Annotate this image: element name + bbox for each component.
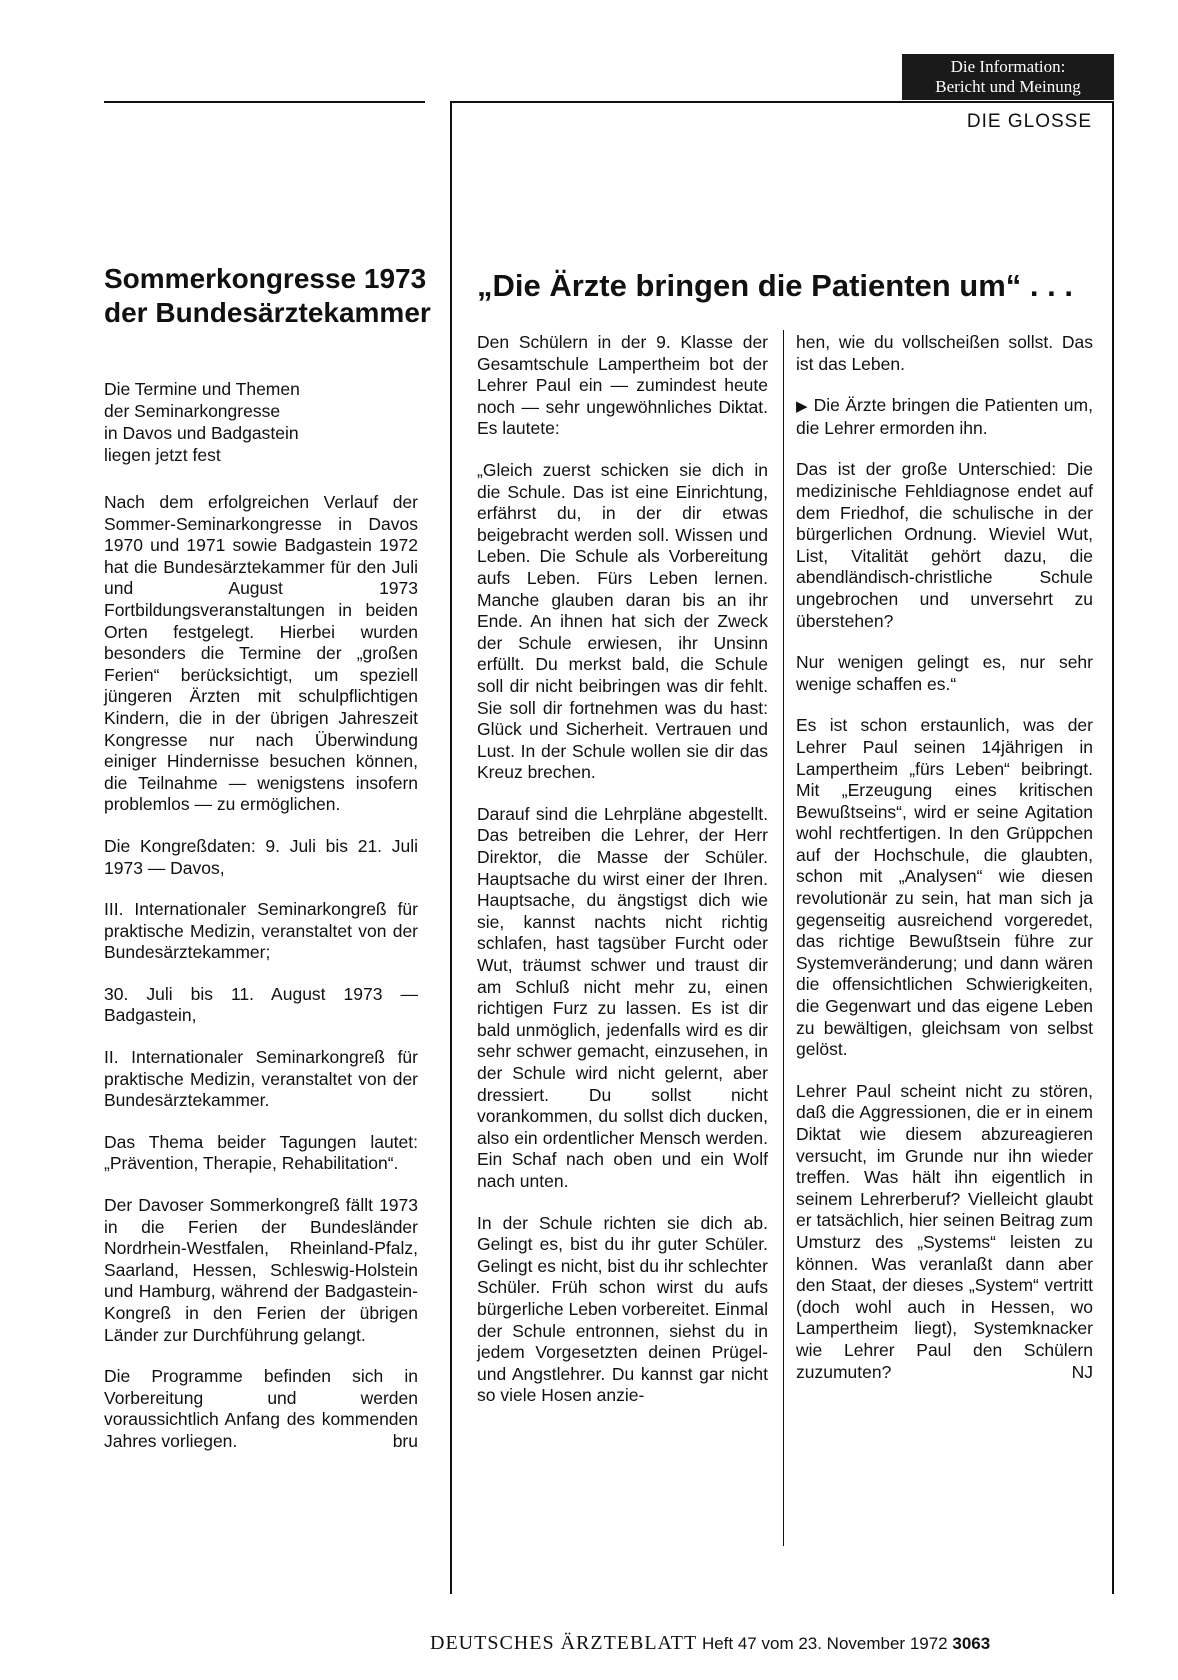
section-badge xyxy=(902,54,1114,100)
subtitle-line: der Seminarkongresse xyxy=(104,401,281,421)
glosse-column-1 xyxy=(477,332,768,1427)
page-footer xyxy=(430,1632,990,1655)
highlight-paragraph xyxy=(796,395,1093,439)
left-article-subtitle xyxy=(104,378,404,466)
paragraph-text: Die Programme befinden sich in Vorbereitung und werden voraussichtlich Anfang des kommenden Jahres vorliegen. xyxy=(104,1366,418,1451)
highlight-text: Die Ärzte bringen die Patienten um, die Lehrer ermorden ihn. xyxy=(796,395,1093,438)
paragraph-text: Lehrer Paul scheint nicht zu stören, daß die Aggressionen, die er in einem Diktat wie diesem abzureagieren versucht, im Grunde nur ihn wieder treffen. Was hält ihn eigentlich in seinem Lehrerberuf? Vielleicht glaubt er tatsächlich, hier seinen Beitrag zum Umsturz des „Systems“ leisten zu können. Was veranlaßt dann aber den Staat, der dieses „System“ vertritt (doch wohl auch in Hessen, wo Lampertheim liegt), Systemknacker wie Lehrer Paul den Schülern zuzumuten? xyxy=(796,1080,1093,1382)
left-top-rule xyxy=(104,101,425,103)
triangle-arrow-icon: ▶ xyxy=(796,398,809,416)
paragraph-last xyxy=(104,1366,418,1452)
paragraph: Die Kongreßdaten: 9. Juli bis 21. Juli 1973 — Davos, xyxy=(104,835,418,878)
paragraph: Den Schülern in der 9. Klasse der Gesamtschule Lampertheim bot der Lehrer Paul ein — zumindest heute noch — sehr ungewöhnliches Diktat. Es lautete: xyxy=(477,332,768,439)
subtitle-line: in Davos und Badgastein xyxy=(104,423,299,443)
glosse-column-2 xyxy=(796,332,1093,1403)
subtitle-line: Die Termine und Themen xyxy=(104,379,300,399)
paragraph: Das ist der große Unterschied: Die medizinische Fehldiagnose endet auf dem Friedhof, die schulische in der bürgerlichen Ordnung. Wieviel Wut, List, Vitalität gehört dazu, die abendländisch-christliche Schule ungebrochen und unversehrt zu überstehen? xyxy=(796,459,1093,631)
subtitle-line: liegen jetzt fest xyxy=(104,445,221,465)
glosse-title: „Die Ärzte bringen die Patienten um“ . . . xyxy=(477,268,1073,303)
section-badge-line2: Bericht und Meinung xyxy=(935,77,1081,96)
left-article-title: Sommerkongresse 1973 der Bundesärztekammer xyxy=(104,263,431,328)
issue-info: Heft 47 vom 23. November 1972 xyxy=(701,1634,948,1653)
glosse-signature: NJ xyxy=(1071,1361,1093,1382)
left-article-body xyxy=(104,492,418,1473)
left-article-signature: bru xyxy=(392,1430,418,1451)
glosse-label: DIE GLOSSE xyxy=(966,111,1092,132)
section-badge-line1: Die Information: xyxy=(950,57,1066,76)
journal-name: DEUTSCHES ÄRZTEBLATT xyxy=(430,1632,698,1654)
paragraph: Darauf sind die Lehrpläne abgestellt. Das betreiben die Lehrer, der Herr Direktor, die Masse der Schüler. Hauptsache du wirst einer der Ihren. Hauptsache, du ängstigst dich wie sie, kannst nachts nicht richtig schlafen, hast tagsüber Furcht oder Wut, träumst schwer und traust dir am Schluß nicht mehr zu, einen richtigen Furz zu lassen. Es ist dir bald unmöglich, jedenfalls wird es dir sehr schwer gemacht, einzusehen, in der Schule wird nicht gelernt, aber dressiert. Du sollst nicht vorankommen, du sollst dich ducken, also ein ordentlicher Mensch werden. Ein Schaf nach oben und ein Wolf nach unten. xyxy=(477,803,768,1191)
paragraph: hen, wie du vollscheißen sollst. Das ist das Leben. xyxy=(796,332,1093,374)
page-number: 3063 xyxy=(952,1634,991,1653)
paragraph-last xyxy=(796,1081,1093,1383)
column-divider xyxy=(783,330,784,1546)
paragraph: Der Davoser Sommerkongreß fällt 1973 in die Ferien der Bundesländer Nordrhein-Westfalen, Rheinland-Pfalz, Saarland, Hessen, Schleswig-Holstein und Hamburg, während der Badgastein-Kongreß in den Ferien der übrigen Länder zur Durchführung gelangt. xyxy=(104,1195,418,1345)
paragraph: Nach dem erfolgreichen Verlauf der Sommer-Seminarkongresse in Davos 1970 und 1971 sowie Badgastein 1972 hat die Bundesärztekammer für den Juli und August 1973 Fortbildungsveranstaltungen in beiden Orten festgelegt. Hierbei wurden besonders die Termine der „großen Ferien“ berücksichtigt, um speziell jüngeren Ärzten mit schulpflichtigen Kindern, die in der übrigen Jahreszeit Kongresse nur nach Überwindung einiger Hindernisse besuchen können, die Teilnahme — wenigstens insofern problemlos — zu ermöglichen. xyxy=(104,492,418,815)
paragraph: Nur wenigen gelingt es, nur sehr wenige schaffen es.“ xyxy=(796,652,1093,694)
paragraph: „Gleich zuerst schicken sie dich in die Schule. Das ist eine Einrichtung, erfährst du, in der dir etwas beigebracht werden soll. Wissen und Leben. Die Schule als Vorbereitung aufs Leben. Fürs Leben lernen. Manche glauben daran bis an ihr Ende. An ihnen hat sich der Zweck der Schule erwiesen, ihr Unsinn erfüllt. Du merkst bald, die Schule soll dir nicht beibringen was dir fehlt. Sie soll dir fortnehmen was du hast: Glück und Sicherheit. Vertrauen und Lust. In der Schule wollen sie dir das Kreuz brechen. xyxy=(477,459,768,783)
paragraph: Es ist schon erstaunlich, was der Lehrer Paul seinen 14jährigen in Lampertheim „fürs Leben“ beibringt. Mit „Erzeugung eines kritischen Bewußtseins“, wird er seine Agitation wohl rechtfertigen. In den Grüppchen auf der Hochschule, die glaubten, schon mit „Analysen“ wie diesen revolutionär zu sein, hat man sich ja gegenseitig ausreichend vorgeredet, das richtige Bewußtsein führe zur Systemveränderung; und dann wären die offensichtlichen Schwierigkeiten, die Gegenwart und das eigene Leben zu bewältigen, gleichsam von selbst gelöst. xyxy=(796,715,1093,1060)
paragraph: In der Schule richten sie dich ab. Gelingt es, bist du ihr guter Schüler. Gelingt es nicht, bist du ihr schlechter Schüler. Früh schon wirst du aufs bürgerliche Leben vorbereitet. Einmal der Schule entronnen, siehst du in jedem Vorgesetzten deinen Prügel- und Angstlehrer. Du kannst gar nicht so viele Hosen anzie- xyxy=(477,1212,768,1406)
paragraph: II. Internationaler Seminarkongreß für praktische Medizin, veranstaltet von der Bundesärztekammer. xyxy=(104,1047,418,1111)
paragraph: 30. Juli bis 11. August 1973 — Badgastein, xyxy=(104,983,418,1026)
paragraph: Das Thema beider Tagungen lautet: „Prävention, Therapie, Rehabilitation“. xyxy=(104,1131,418,1174)
paragraph: III. Internationaler Seminarkongreß für praktische Medizin, veranstaltet von der Bundesärztekammer; xyxy=(104,899,418,963)
